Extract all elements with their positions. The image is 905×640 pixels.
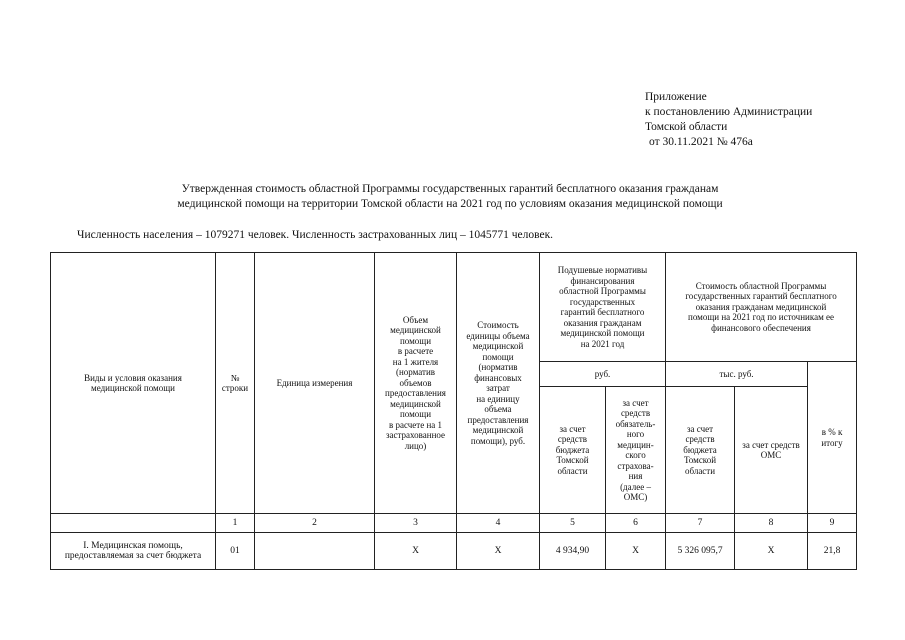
header-program-cost: Стоимость областной Программы государственных гарантий бесплатного оказания гражданам медицинской помощи на 2021 год по источникам ее финансового обеспечения	[666, 253, 857, 362]
row-unit-cost: Х	[457, 533, 540, 570]
row-kind: I. Медицинская помощь, предоставляемая за счет бюджета	[51, 533, 216, 570]
row-oms-rub: Х	[606, 533, 666, 570]
header-oms-rub: за счет средств обязатель- ного медицин- ского страхова- ния (далее – ОМС)	[606, 387, 666, 514]
column-number: 1	[216, 514, 255, 533]
column-number: 8	[735, 514, 808, 533]
row-number: 01	[216, 533, 255, 570]
title-line: медицинской помощи на территории Томской области на 2021 год по условиям оказания медицинской помощи	[177, 198, 723, 210]
header-budget-thousand: за счет средств бюджета Томской области	[666, 387, 735, 514]
row-unit	[255, 533, 375, 570]
header-oms-thousand: за счет средств ОМС	[735, 387, 808, 514]
cost-table	[50, 252, 857, 570]
table-row	[51, 533, 857, 570]
header-thousand-rub: тыс. руб.	[666, 362, 808, 387]
title-line: Утвержденная стоимость областной Программы государственных гарантий бесплатного оказания гражданам	[181, 183, 719, 195]
appendix-line: Приложение	[645, 91, 707, 103]
column-number-row	[51, 514, 857, 533]
column-number	[51, 514, 216, 533]
header-kinds: Виды и условия оказания медицинской помощи	[51, 253, 216, 514]
column-number: 2	[255, 514, 375, 533]
column-number: 6	[606, 514, 666, 533]
population-text: Численность населения – 1079271 человек. Численность застрахованных лиц – 1045771 человек.	[77, 229, 554, 241]
column-number: 3	[375, 514, 457, 533]
document-title	[60, 182, 840, 212]
header-percent: в % к итогу	[808, 362, 857, 514]
appendix-line: Томской области	[645, 121, 728, 133]
row-oms-thousand: Х	[735, 533, 808, 570]
appendix-line: от 30.11.2021 № 476а	[649, 136, 753, 148]
column-number: 5	[540, 514, 606, 533]
header-budget-rub: за счет средств бюджета Томской области	[540, 387, 606, 514]
row-budget-thousand: 5 326 095,7	[666, 533, 735, 570]
header-rub: руб.	[540, 362, 666, 387]
header-row-number: № строки	[216, 253, 255, 514]
row-percent: 21,8	[808, 533, 857, 570]
header-volume: Объем медицинской помощи в расчете на 1 жителя (норматив объемов предоставления медицинской помощи в расчете на 1 застрахованное лицо)	[375, 253, 457, 514]
appendix-block	[645, 90, 812, 150]
appendix-line: к постановлению Администрации	[645, 106, 813, 118]
header-unit-cost: Стоимость единицы объема медицинской помощи (норматив финансовых затрат на единицу объема предоставления медицинской помощи), руб.	[457, 253, 540, 514]
header-unit: Единица измерения	[255, 253, 375, 514]
column-number: 4	[457, 514, 540, 533]
column-number: 9	[808, 514, 857, 533]
row-volume: Х	[375, 533, 457, 570]
header-per-capita: Подушевые нормативы финансирования областной Программы государственных гарантий бесплатного оказания гражданам медицинской помощи на 2021 год	[540, 253, 666, 362]
row-budget-rub: 4 934,90	[540, 533, 606, 570]
column-number: 7	[666, 514, 735, 533]
